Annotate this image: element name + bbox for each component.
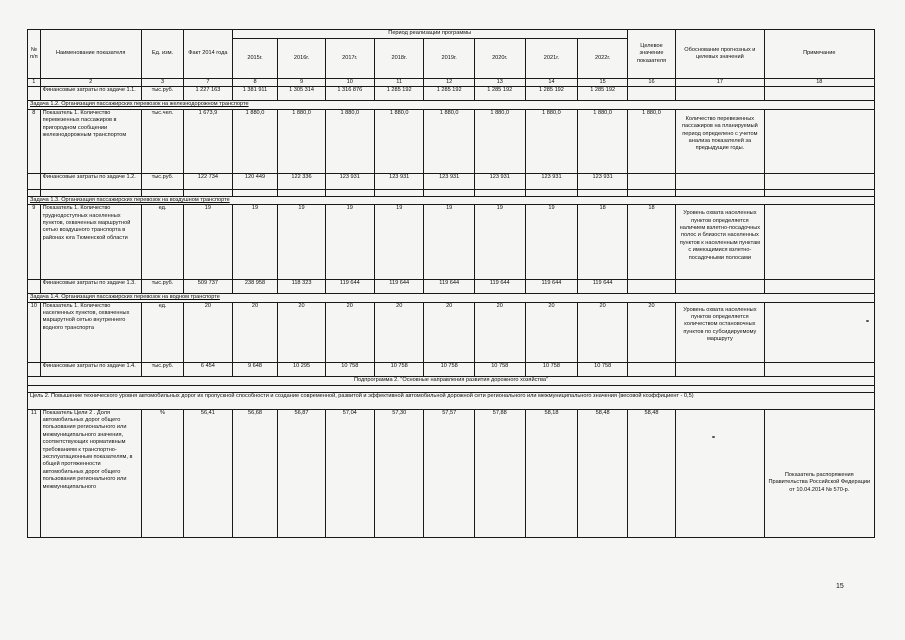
table-row-fin-1-1 (28, 87, 875, 101)
table-row-fin-1-3 (28, 280, 875, 294)
cell-value: 119 644 (325, 280, 374, 294)
cell-value: 119 644 (474, 280, 525, 294)
goal-heading-row (28, 392, 875, 409)
cell-value: 1 285 192 (375, 87, 424, 101)
column-number: 3 (141, 79, 184, 87)
header-year: 2015г. (232, 39, 278, 79)
cell-value: 9 648 (232, 362, 278, 376)
cell-value: 1 880,0 (424, 109, 475, 173)
cell-value: 123 931 (424, 173, 475, 189)
cell-value: 56,41 (184, 409, 232, 537)
cell-value: 20 (375, 302, 424, 362)
cell-value: 19 (525, 205, 578, 280)
column-number: 16 (627, 79, 675, 87)
header-row-period (28, 30, 875, 39)
task-heading-row (28, 196, 875, 204)
table-row-11 (28, 409, 875, 537)
header-fact: Факт 2014 года (184, 30, 232, 79)
cell-value: 123 931 (578, 173, 627, 189)
column-number: 1 (28, 79, 41, 87)
cell-value: 57,57 (424, 409, 475, 537)
spacer-row (28, 189, 875, 196)
cell-value: 10 758 (424, 362, 475, 376)
row-name: Показатель 1. Количество труднодоступных населенных пунктов, охваченных маршрутной сетью воздушного транспорта в районах юга Тюменской области (40, 205, 141, 280)
column-number: 9 (278, 79, 325, 87)
cell-value: 1 285 192 (474, 87, 525, 101)
cell-value: 1 305 314 (278, 87, 325, 101)
scan-speck (866, 320, 869, 322)
cell-value: 10 758 (525, 362, 578, 376)
row-unit: тыс.руб. (141, 173, 184, 189)
cell-value: 1 880,0 (232, 109, 278, 173)
table-row-10 (28, 302, 875, 362)
cell-value: 123 931 (525, 173, 578, 189)
cell-value: 20 (578, 302, 627, 362)
header-period: Период реализации программы (232, 30, 627, 39)
row-name: Финансовые затраты по задаче 1.3. (40, 280, 141, 294)
cell-value: 19 (375, 205, 424, 280)
row-name: Показатель Цели 2 . Доля автомобильных дорог общего пользования регионального или межмуниципального значения, соответствующих нормативным требованиям к транспортно-эксплуатационным показателям, в общей протяженности автомобильных дорог общего пользования регионального или межмуниципального (40, 409, 141, 537)
row-unit: ед. (141, 205, 184, 280)
row-unit: тыс.руб. (141, 280, 184, 294)
task-heading-row (28, 294, 875, 302)
cell-value: 10 758 (474, 362, 525, 376)
cell-value: 19 (278, 205, 325, 280)
row-name: Финансовые затраты по задаче 1.4. (40, 362, 141, 376)
row-unit: тыс.чел. (141, 109, 184, 173)
row-number: 11 (28, 409, 41, 537)
column-number: 15 (578, 79, 627, 87)
cell-value: 19 (474, 205, 525, 280)
cell-value: 1 381 911 (232, 87, 278, 101)
cell-value: 1 673,9 (184, 109, 232, 173)
header-name: Наименование показателя (40, 30, 141, 79)
cell-value: 10 295 (278, 362, 325, 376)
cell-value: 119 644 (525, 280, 578, 294)
target-value: 58,48 (627, 409, 675, 537)
column-number: 18 (764, 79, 874, 87)
header-year: 2022г. (578, 39, 627, 79)
cell-value: 1 227 163 (184, 87, 232, 101)
cell-value: 118 323 (278, 280, 325, 294)
row-number: 8 (28, 109, 41, 173)
header-year: 2017г. (325, 39, 374, 79)
cell-value: 1 316 876 (325, 87, 374, 101)
cell-value: 509 737 (184, 280, 232, 294)
row-number: 10 (28, 302, 41, 362)
cell-value: 10 758 (325, 362, 374, 376)
header-year: 2018г. (375, 39, 424, 79)
column-number: 7 (184, 79, 232, 87)
cell-value: 57,30 (375, 409, 424, 537)
program-indicators-table (27, 29, 875, 538)
cell-value: 1 880,0 (578, 109, 627, 173)
row-unit: % (141, 409, 184, 537)
cell-value: 20 (232, 302, 278, 362)
cell-value: 119 644 (424, 280, 475, 294)
column-numbers-row (28, 79, 875, 87)
header-note: Примечание (764, 30, 874, 79)
cell-value: 119 644 (375, 280, 424, 294)
header-basis: Обоснование прогнозных и целевых значений (676, 30, 764, 79)
subprogram-heading-row (28, 376, 875, 385)
cell-value: 56,68 (232, 409, 278, 537)
basis-text: Количество перевезенных пассажиров на планируемый период определено с учетом анализа показателей за предыдущие годы. (676, 109, 764, 173)
cell-value: 120 449 (232, 173, 278, 189)
table-row-8 (28, 109, 875, 173)
cell-value: 1 880,0 (375, 109, 424, 173)
column-number: 2 (40, 79, 141, 87)
column-number: 17 (676, 79, 764, 87)
cell-value: 20 (278, 302, 325, 362)
cell-value: 1 285 192 (578, 87, 627, 101)
row-name: Показатель 1. Количество населенных пунктов, охваченных маршрутной сетью внутреннего водного транспорта (40, 302, 141, 362)
column-number: 10 (325, 79, 374, 87)
basis-text: Уровень охвата населенных пунктов определяется количеством остановочных пунктов по субсидируемому маршруту (676, 302, 764, 362)
cell-value: 19 (424, 205, 475, 280)
target-value: 1 880,0 (627, 109, 675, 173)
column-number: 12 (424, 79, 475, 87)
cell-value: 6 454 (184, 362, 232, 376)
cell-value: 20 (525, 302, 578, 362)
cell-value: 122 336 (278, 173, 325, 189)
row-unit: тыс.руб. (141, 362, 184, 376)
row-unit: тыс.руб. (141, 87, 184, 101)
row-name: Финансовые затраты по задаче 1.2. (40, 173, 141, 189)
header-no: № п/п (28, 30, 41, 79)
cell-value: 57,04 (325, 409, 374, 537)
cell-value: 1 285 192 (525, 87, 578, 101)
cell-value: 20 (325, 302, 374, 362)
scan-speck (712, 436, 715, 438)
subprogram-heading: Подпрограмма 2. "Основные направления развития дорожного хозяйства" (28, 376, 875, 385)
row-unit: ед. (141, 302, 184, 362)
cell-value: 1 285 192 (424, 87, 475, 101)
task-heading: Задача 1.4. Организация пассажирских перевозок на водном транспорте (28, 294, 875, 302)
task-heading: Задача 1.3. Организация пассажирских перевозок на воздушном транспорте (28, 196, 875, 204)
cell-value: 1 880,0 (474, 109, 525, 173)
cell-value: 123 931 (474, 173, 525, 189)
cell-value: 20 (474, 302, 525, 362)
row-name: Показатель 1. Количество перевезенных пассажиров в пригородном сообщении железнодорожным транспортом (40, 109, 141, 173)
cell-value: 57,88 (474, 409, 525, 537)
cell-value: 19 (232, 205, 278, 280)
table-row-fin-1-4 (28, 362, 875, 376)
column-number: 8 (232, 79, 278, 87)
cell-value: 10 758 (578, 362, 627, 376)
cell-value: 1 880,0 (525, 109, 578, 173)
column-number: 13 (474, 79, 525, 87)
spacer-row (28, 385, 875, 392)
cell-value: 58,18 (525, 409, 578, 537)
cell-value: 1 880,0 (278, 109, 325, 173)
column-number: 14 (525, 79, 578, 87)
page-number: 15 (836, 583, 844, 590)
target-value: 20 (627, 302, 675, 362)
header-unit: Ед. изм. (141, 30, 184, 79)
cell-value: 122 734 (184, 173, 232, 189)
cell-value: 123 931 (375, 173, 424, 189)
cell-value: 238 958 (232, 280, 278, 294)
header-year: 2016г. (278, 39, 325, 79)
header-year: 2019г. (424, 39, 475, 79)
cell-value: 1 880,0 (325, 109, 374, 173)
cell-value: 20 (184, 302, 232, 362)
task-heading-row (28, 101, 875, 109)
header-target: Целевое значение показателя (627, 30, 675, 79)
goal-heading: Цель 2. Повышение технического уровня автомобильных дорог их пропускной способности и создание современной, развитой и эффективной автомобильной дорожной сети регионального или межмуниципального значения (весовой коэффициент - 0,5) (28, 392, 875, 409)
cell-value: 58,48 (578, 409, 627, 537)
cell-value: 20 (424, 302, 475, 362)
target-value: 18 (627, 205, 675, 280)
note-text: Показатель распоряжения Правительства Российской Федерации от 10.04.2014 № 570-р. (764, 409, 874, 537)
cell-value: 119 644 (578, 280, 627, 294)
cell-value: 10 758 (375, 362, 424, 376)
row-name: Финансовые затраты по задаче 1.1. (40, 87, 141, 101)
table-row-fin-1-2 (28, 173, 875, 189)
cell-value: 56,87 (278, 409, 325, 537)
header-year: 2020г. (474, 39, 525, 79)
cell-value: 19 (325, 205, 374, 280)
cell-value: 19 (184, 205, 232, 280)
basis-text: Уровень охвата населенных пунктов определяется наличием взлетно-посадочных полос и близости населенных пунктов к населенным пунктам с имеющимися взлетно-посадочными полосами (676, 205, 764, 280)
task-heading: Задача 1.2. Организация пассажирских перевозок на железнодорожном транспорте (28, 101, 875, 109)
cell-value: 123 931 (325, 173, 374, 189)
header-year: 2021г. (525, 39, 578, 79)
cell-value: 18 (578, 205, 627, 280)
row-number: 9 (28, 205, 41, 280)
column-number: 11 (375, 79, 424, 87)
table-row-9 (28, 205, 875, 280)
